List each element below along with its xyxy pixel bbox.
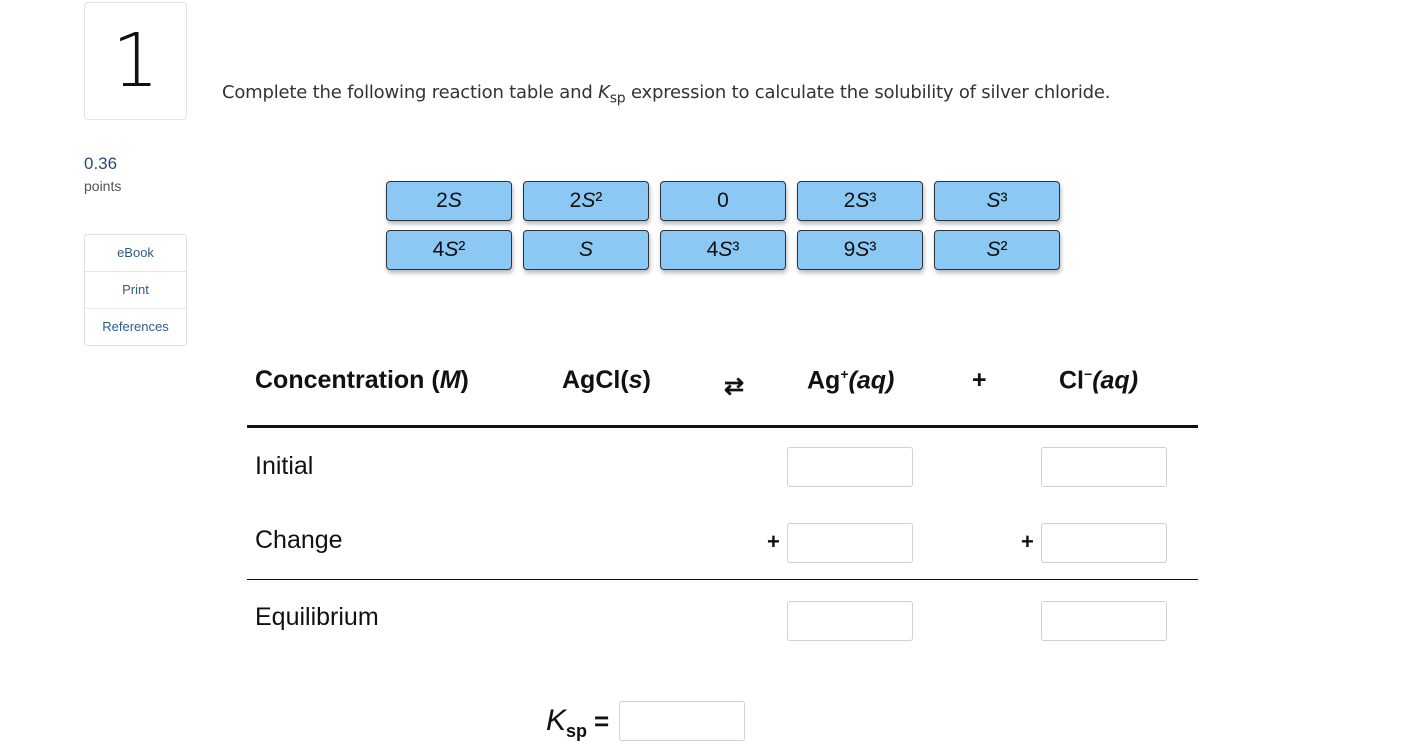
- points-value: 0.36: [84, 154, 118, 173]
- drag-tile[interactable]: 9 S ³: [797, 230, 923, 270]
- drag-tile[interactable]: S ³: [934, 181, 1060, 221]
- row-label-equilibrium: Equilibrium: [255, 603, 379, 631]
- ag-change-dropzone[interactable]: [787, 523, 913, 563]
- drag-tile[interactable]: 2 S: [386, 181, 512, 221]
- ksp-dropzone[interactable]: [619, 701, 745, 741]
- col-header-concentration: Concentration (M): [255, 366, 469, 394]
- cl-initial-dropzone[interactable]: [1041, 447, 1167, 487]
- drag-tile[interactable]: 2 S ³: [797, 181, 923, 221]
- ag-equilibrium-dropzone[interactable]: [787, 601, 913, 641]
- references-link[interactable]: References: [102, 319, 169, 334]
- drag-tile[interactable]: 0: [660, 181, 786, 221]
- col-header-ag-ion: Ag+(aq): [807, 366, 895, 395]
- drag-tile[interactable]: S: [523, 230, 649, 270]
- question-prompt: Complete the following reaction table and $K_{sp}$ expression to calculate the solubility of silver chloride.: [222, 82, 1111, 107]
- ksp-label: $K_{sp}$: [546, 704, 588, 741]
- row-label-initial: Initial: [255, 452, 314, 480]
- header-divider: [247, 425, 1198, 428]
- ag-initial-dropzone[interactable]: [787, 447, 913, 487]
- change-sign-cl: +: [1021, 529, 1034, 554]
- drag-tile[interactable]: 4 S ³: [660, 230, 786, 270]
- drag-tile[interactable]: 2 S ²: [523, 181, 649, 221]
- drag-tile[interactable]: 4 S ²: [386, 230, 512, 270]
- plus-sign: +: [972, 366, 987, 394]
- change-divider: [247, 579, 1198, 580]
- col-header-cl-ion: Cl−(aq): [1059, 366, 1139, 395]
- answer-tile-bank: [386, 181, 1060, 270]
- row-label-change: Change: [255, 526, 343, 554]
- equilibrium-arrow-icon: ⇄: [724, 373, 745, 400]
- resource-links: [84, 234, 187, 346]
- col-header-agcl: AgCl(s): [562, 366, 651, 394]
- change-sign-ag: +: [767, 529, 780, 554]
- cl-change-dropzone[interactable]: [1041, 523, 1167, 563]
- print-link[interactable]: Print: [85, 272, 186, 309]
- points-label: points: [84, 178, 122, 194]
- ebook-link[interactable]: eBook: [85, 235, 186, 272]
- cl-equilibrium-dropzone[interactable]: [1041, 601, 1167, 641]
- drag-tile[interactable]: S ²: [934, 230, 1060, 270]
- question-number: 1: [84, 2, 187, 120]
- ksp-equals: =: [594, 706, 610, 736]
